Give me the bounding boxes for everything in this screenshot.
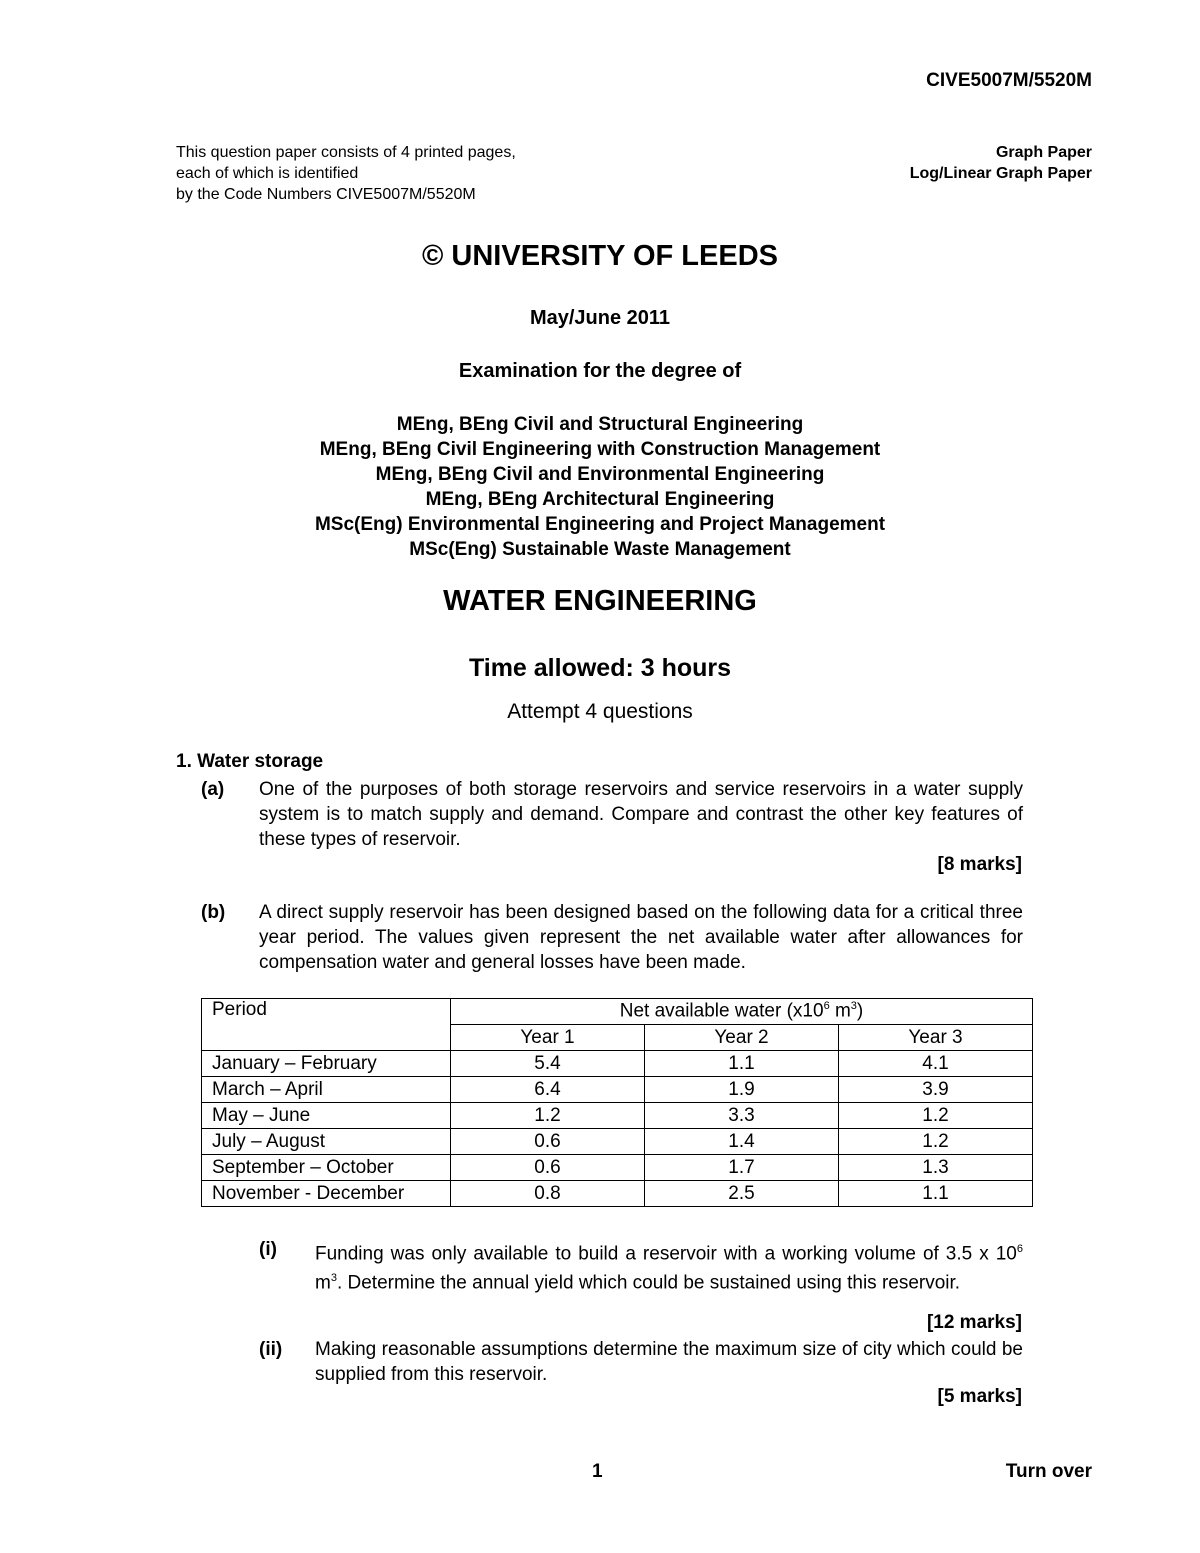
part-b-text: A direct supply reservoir has been designed based on the following data for a critical three year period. The values given represent the net available water after allowances for compensation water and general losses have been made. — [259, 902, 1023, 973]
exam-date: May/June 2011 — [529, 307, 671, 329]
water-header-exp1: 6 — [823, 1000, 830, 1013]
info-line: each of which is identified — [176, 165, 359, 182]
sub-i-exp1: 6 — [1016, 1243, 1023, 1255]
year-header: Year 3 — [839, 1025, 1033, 1051]
degree-item: MEng, BEng Civil and Environmental Engineering — [375, 464, 825, 485]
paper-code: CIVE5007M/5520M — [926, 70, 1092, 91]
part-b-label: (b) — [201, 902, 226, 923]
subject-title: WATER ENGINEERING — [443, 585, 757, 617]
value-cell: 6.4 — [451, 1077, 645, 1103]
value-cell: 1.2 — [839, 1103, 1033, 1129]
degree-item: MSc(Eng) Sustainable Waste Management — [409, 539, 791, 560]
period-cell: November - December — [202, 1181, 451, 1207]
part-a-marks: [8 marks] — [937, 854, 1022, 875]
degree-list — [0, 412, 1200, 562]
info-line: by the Code Numbers CIVE5007M/5520M — [176, 186, 476, 203]
water-header-exp2: 3 — [850, 1000, 857, 1013]
value-cell: 1.9 — [645, 1077, 839, 1103]
attempt-instructions: Attempt 4 questions — [507, 700, 693, 723]
sub-ii-label: (ii) — [259, 1339, 283, 1360]
water-data-table — [201, 998, 1033, 1207]
info-line: This question paper consists of 4 printed pages, — [176, 144, 516, 161]
value-cell: 1.3 — [839, 1155, 1033, 1181]
value-cell: 5.4 — [451, 1051, 645, 1077]
value-cell: 1.2 — [451, 1103, 645, 1129]
sub-i-text-mid: m — [315, 1272, 331, 1294]
sub-ii-marks: [5 marks] — [937, 1386, 1022, 1407]
table-header-row — [202, 999, 1033, 1025]
value-cell: 3.3 — [645, 1103, 839, 1129]
value-cell: 0.6 — [451, 1155, 645, 1181]
value-cell: 1.2 — [839, 1129, 1033, 1155]
exam-for: Examination for the degree of — [458, 360, 742, 382]
part-a-text: One of the purposes of both storage reservoirs and service reservoirs in a water supply system is to match supply and demand. Compare and contrast the other key features of these types of reservoir. — [259, 779, 1023, 850]
value-cell: 1.7 — [645, 1155, 839, 1181]
water-header-mid: m — [829, 1000, 851, 1022]
degree-item: MEng, BEng Civil and Structural Engineering — [396, 414, 804, 435]
table-row — [202, 1051, 1033, 1077]
table-row — [202, 1155, 1033, 1181]
value-cell: 1.1 — [645, 1051, 839, 1077]
degree-item: MSc(Eng) Environmental Engineering and Project Management — [314, 514, 886, 535]
paper-type: Log/Linear Graph Paper — [909, 165, 1092, 182]
sub-i-exp2: 3 — [330, 1272, 337, 1285]
period-header: Period — [202, 999, 451, 1051]
water-header-prefix: Net available water (x10 — [619, 1000, 824, 1022]
table-row — [202, 1103, 1033, 1129]
sub-i-label: (i) — [259, 1239, 277, 1260]
university-title: © UNIVERSITY OF LEEDS — [421, 240, 778, 272]
value-cell: 0.6 — [451, 1129, 645, 1155]
page-number: 1 — [592, 1461, 603, 1482]
part-a-label: (a) — [201, 779, 225, 800]
water-header — [451, 999, 1033, 1025]
period-cell: September – October — [202, 1155, 451, 1181]
paper-type: Graph Paper — [995, 144, 1092, 161]
value-cell: 1.1 — [839, 1181, 1033, 1207]
value-cell: 4.1 — [839, 1051, 1033, 1077]
degree-item: MEng, BEng Civil Engineering with Construction Management — [319, 439, 881, 460]
sub-i-marks: [12 marks] — [926, 1312, 1022, 1333]
value-cell: 1.4 — [645, 1129, 839, 1155]
year-header: Year 2 — [645, 1025, 839, 1051]
table-row — [202, 1129, 1033, 1155]
period-cell: January – February — [202, 1051, 451, 1077]
table-row — [202, 1077, 1033, 1103]
value-cell: 0.8 — [451, 1181, 645, 1207]
turn-over: Turn over — [1005, 1461, 1092, 1482]
year-header: Year 1 — [451, 1025, 645, 1051]
water-header-suffix: ) — [856, 1000, 864, 1022]
time-allowed: Time allowed: 3 hours — [468, 654, 732, 682]
value-cell: 2.5 — [645, 1181, 839, 1207]
value-cell: 3.9 — [839, 1077, 1033, 1103]
question-title: 1. Water storage — [176, 751, 324, 772]
paper-info — [176, 142, 516, 205]
sub-i-text-suffix: . Determine the annual yield which could be sustained using this reservoir. — [336, 1272, 961, 1294]
period-cell: July – August — [202, 1129, 451, 1155]
table-row — [202, 1181, 1033, 1207]
paper-types — [910, 142, 1092, 184]
degree-item: MEng, BEng Architectural Engineering — [425, 489, 775, 510]
sub-i-text-prefix: Funding was only available to build a reservoir with a working volume of 3.5 x 10 — [315, 1243, 1017, 1265]
period-cell: May – June — [202, 1103, 451, 1129]
period-cell: March – April — [202, 1077, 451, 1103]
sub-i-text — [315, 1237, 1023, 1296]
sub-ii-text: Making reasonable assumptions determine the maximum size of city which could be supplied from this reservoir. — [315, 1339, 1023, 1385]
